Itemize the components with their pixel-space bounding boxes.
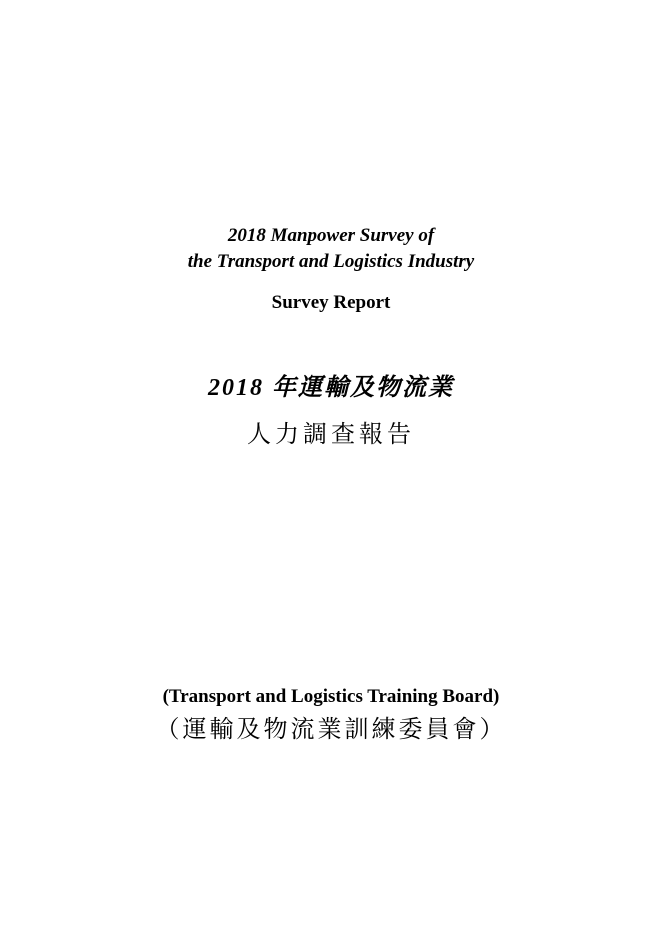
organization-name-chinese: （運輸及物流業訓練委員會） <box>155 715 507 743</box>
english-title-line-2: the Transport and Logistics Industry <box>187 251 475 272</box>
chinese-title-line-1: 2018 年運輸及物流業 <box>208 375 454 401</box>
organization-name-english: (Transport and Logistics Training Board) <box>162 686 500 707</box>
english-title-line-1: 2018 Manpower Survey of <box>227 225 435 246</box>
chinese-title-line-2: 人力調查報告 <box>247 420 415 448</box>
english-subtitle: Survey Report <box>271 292 391 313</box>
